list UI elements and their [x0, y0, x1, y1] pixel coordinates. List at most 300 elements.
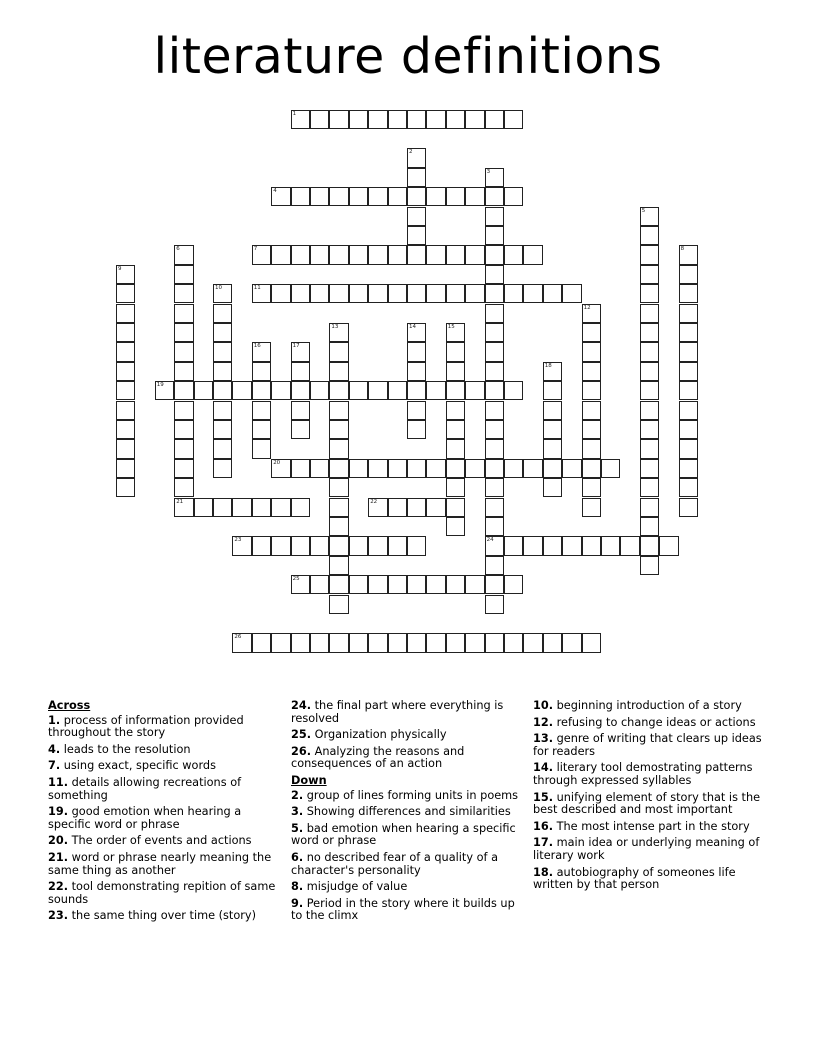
grid-cell[interactable]	[291, 381, 310, 400]
grid-cell[interactable]	[446, 459, 465, 478]
grid-cell[interactable]	[252, 420, 271, 439]
grid-cell[interactable]	[582, 439, 601, 458]
grid-cell[interactable]	[407, 498, 426, 517]
grid-cell[interactable]	[174, 284, 193, 303]
grid-cell[interactable]	[504, 633, 523, 652]
grid-cell[interactable]	[407, 420, 426, 439]
grid-cell[interactable]	[504, 245, 523, 264]
grid-cell[interactable]	[174, 498, 193, 517]
grid-cell[interactable]	[174, 245, 193, 264]
clue-item	[533, 792, 769, 817]
grid-cell[interactable]	[213, 342, 232, 361]
grid-cell[interactable]	[252, 245, 271, 264]
grid-cell[interactable]	[291, 633, 310, 652]
grid-cell[interactable]	[485, 362, 504, 381]
grid-cell[interactable]	[640, 342, 659, 361]
grid-cell[interactable]	[252, 498, 271, 517]
grid-cell[interactable]	[640, 323, 659, 342]
grid-cell[interactable]	[640, 362, 659, 381]
grid-cell[interactable]	[679, 304, 698, 323]
grid-cell[interactable]	[329, 381, 348, 400]
clue-item	[48, 744, 284, 757]
grid-cell[interactable]	[329, 575, 348, 594]
grid-cell[interactable]	[116, 478, 135, 497]
grid-cell[interactable]	[116, 362, 135, 381]
grid-cell[interactable]	[349, 245, 368, 264]
grid-cell[interactable]	[116, 420, 135, 439]
grid-cell[interactable]	[116, 284, 135, 303]
grid-cell[interactable]	[426, 110, 445, 129]
grid-cell[interactable]	[174, 478, 193, 497]
grid-cell[interactable]	[368, 110, 387, 129]
grid-cell[interactable]	[485, 381, 504, 400]
grid-cell[interactable]	[446, 362, 465, 381]
grid-cell[interactable]	[388, 498, 407, 517]
grid-cell[interactable]	[582, 459, 601, 478]
grid-cell[interactable]	[562, 633, 581, 652]
grid-cell[interactable]	[407, 459, 426, 478]
grid-cell[interactable]	[368, 536, 387, 555]
grid-cell[interactable]	[174, 323, 193, 342]
clue-text: bad emotion when hearing a specific word or phrase	[291, 821, 516, 848]
grid-cell[interactable]	[543, 284, 562, 303]
grid-cell[interactable]	[679, 498, 698, 517]
grid-cell[interactable]	[426, 575, 445, 594]
grid-cell[interactable]	[543, 401, 562, 420]
grid-cell[interactable]	[504, 575, 523, 594]
grid-cell[interactable]	[465, 459, 484, 478]
grid-cell[interactable]	[329, 284, 348, 303]
grid-cell[interactable]	[485, 187, 504, 206]
grid-cell[interactable]	[446, 323, 465, 342]
grid-cell[interactable]	[601, 536, 620, 555]
grid-cell[interactable]	[640, 536, 659, 555]
grid-cell[interactable]	[465, 575, 484, 594]
grid-cell[interactable]	[174, 459, 193, 478]
grid-cell[interactable]	[582, 478, 601, 497]
grid-cell[interactable]	[523, 459, 542, 478]
grid-cell[interactable]	[291, 187, 310, 206]
grid-cell[interactable]	[504, 459, 523, 478]
grid-cell[interactable]	[504, 110, 523, 129]
grid-cell[interactable]	[349, 187, 368, 206]
grid-cell[interactable]	[329, 342, 348, 361]
grid-cell[interactable]	[562, 284, 581, 303]
grid-cell[interactable]	[523, 245, 542, 264]
grid-cell[interactable]	[407, 168, 426, 187]
grid-cell[interactable]	[407, 536, 426, 555]
grid-cell[interactable]	[679, 420, 698, 439]
grid-cell[interactable]	[213, 323, 232, 342]
grid-cell[interactable]	[310, 633, 329, 652]
grid-cell[interactable]	[329, 595, 348, 614]
grid-cell[interactable]	[349, 575, 368, 594]
grid-cell[interactable]	[485, 265, 504, 284]
grid-cell[interactable]	[291, 459, 310, 478]
grid-cell[interactable]	[582, 633, 601, 652]
grid-cell[interactable]	[640, 556, 659, 575]
grid-cell[interactable]	[504, 284, 523, 303]
grid-cell[interactable]	[310, 187, 329, 206]
grid-cell[interactable]	[329, 420, 348, 439]
grid-cell[interactable]	[426, 245, 445, 264]
grid-cell[interactable]	[213, 459, 232, 478]
grid-cell[interactable]	[368, 187, 387, 206]
grid-cell[interactable]	[679, 362, 698, 381]
grid-cell[interactable]	[426, 498, 445, 517]
grid-cell[interactable]	[232, 633, 251, 652]
grid-cell[interactable]	[640, 420, 659, 439]
grid-cell[interactable]	[582, 536, 601, 555]
grid-cell[interactable]	[349, 381, 368, 400]
grid-cell[interactable]	[446, 401, 465, 420]
grid-cell[interactable]	[485, 439, 504, 458]
grid-cell[interactable]	[310, 381, 329, 400]
grid-cell[interactable]	[407, 226, 426, 245]
grid-cell[interactable]	[446, 245, 465, 264]
grid-cell[interactable]	[679, 245, 698, 264]
grid-cell[interactable]	[329, 362, 348, 381]
grid-cell[interactable]	[116, 401, 135, 420]
grid-cell[interactable]	[485, 110, 504, 129]
grid-cell[interactable]	[640, 478, 659, 497]
grid-cell[interactable]	[601, 459, 620, 478]
grid-cell[interactable]	[291, 401, 310, 420]
grid-cell[interactable]	[407, 575, 426, 594]
grid-cell[interactable]	[679, 381, 698, 400]
grid-cell[interactable]	[329, 245, 348, 264]
grid-cell[interactable]	[485, 284, 504, 303]
grid-cell[interactable]	[446, 498, 465, 517]
grid-cell[interactable]	[679, 342, 698, 361]
grid-cell[interactable]	[232, 536, 251, 555]
grid-cell[interactable]	[407, 245, 426, 264]
grid-cell[interactable]	[407, 401, 426, 420]
grid-cell[interactable]	[252, 381, 271, 400]
grid-cell[interactable]	[116, 265, 135, 284]
grid-cell[interactable]	[329, 401, 348, 420]
grid-cell[interactable]	[523, 536, 542, 555]
grid-cell[interactable]	[543, 362, 562, 381]
grid-cell[interactable]	[291, 420, 310, 439]
grid-cell[interactable]	[291, 342, 310, 361]
grid-cell[interactable]	[271, 245, 290, 264]
grid-cell[interactable]	[640, 517, 659, 536]
grid-cell[interactable]	[640, 207, 659, 226]
grid-cell[interactable]	[446, 420, 465, 439]
grid-cell[interactable]	[291, 575, 310, 594]
grid-cell[interactable]	[407, 207, 426, 226]
grid-cell[interactable]	[329, 478, 348, 497]
grid-cell[interactable]	[252, 633, 271, 652]
grid-cell[interactable]	[465, 187, 484, 206]
grid-cell[interactable]	[679, 265, 698, 284]
grid-cell[interactable]	[582, 381, 601, 400]
grid-cell[interactable]	[116, 439, 135, 458]
grid-cell[interactable]	[543, 420, 562, 439]
grid-cell[interactable]	[485, 420, 504, 439]
grid-cell[interactable]	[407, 323, 426, 342]
grid-cell[interactable]	[388, 381, 407, 400]
grid-cell[interactable]	[388, 284, 407, 303]
grid-cell[interactable]	[174, 420, 193, 439]
grid-cell[interactable]	[329, 517, 348, 536]
grid-cell[interactable]	[252, 536, 271, 555]
grid-cell[interactable]	[329, 536, 348, 555]
grid-cell[interactable]	[213, 362, 232, 381]
grid-cell[interactable]	[194, 381, 213, 400]
grid-cell[interactable]	[407, 342, 426, 361]
grid-cell[interactable]	[426, 381, 445, 400]
grid-cell[interactable]	[368, 381, 387, 400]
grid-cell[interactable]	[523, 284, 542, 303]
grid-cell[interactable]	[485, 459, 504, 478]
grid-cell[interactable]	[213, 439, 232, 458]
grid-cell[interactable]	[252, 401, 271, 420]
grid-cell[interactable]	[252, 362, 271, 381]
grid-cell[interactable]	[271, 284, 290, 303]
grid-cell[interactable]	[679, 459, 698, 478]
grid-cell[interactable]	[213, 381, 232, 400]
grid-cell[interactable]	[465, 381, 484, 400]
grid-cell[interactable]	[562, 536, 581, 555]
grid-cell[interactable]	[543, 633, 562, 652]
grid-cell[interactable]	[620, 536, 639, 555]
grid-cell[interactable]	[368, 575, 387, 594]
grid-cell[interactable]	[174, 342, 193, 361]
grid-cell[interactable]	[582, 323, 601, 342]
grid-cell[interactable]	[485, 556, 504, 575]
grid-cell[interactable]	[252, 342, 271, 361]
grid-cell[interactable]	[485, 575, 504, 594]
grid-cell[interactable]	[407, 381, 426, 400]
clue-text: unifying element of story that is the best described and most important	[533, 790, 761, 817]
grid-cell[interactable]	[582, 420, 601, 439]
grid-cell[interactable]	[271, 381, 290, 400]
grid-cell[interactable]	[388, 459, 407, 478]
grid-cell[interactable]	[194, 498, 213, 517]
grid-cell[interactable]	[271, 633, 290, 652]
grid-cell[interactable]	[679, 478, 698, 497]
grid-cell[interactable]	[407, 633, 426, 652]
grid-cell[interactable]	[291, 536, 310, 555]
grid-cell[interactable]	[485, 478, 504, 497]
grid-cell[interactable]	[116, 323, 135, 342]
grid-cell[interactable]	[329, 110, 348, 129]
grid-cell[interactable]	[485, 517, 504, 536]
grid-cell[interactable]	[407, 110, 426, 129]
grid-cell[interactable]	[640, 265, 659, 284]
grid-cell[interactable]	[485, 633, 504, 652]
grid-cell[interactable]	[446, 187, 465, 206]
grid-cell[interactable]	[310, 284, 329, 303]
grid-cell[interactable]	[174, 304, 193, 323]
grid-cell[interactable]	[329, 439, 348, 458]
grid-cell[interactable]	[446, 342, 465, 361]
grid-cell[interactable]	[291, 284, 310, 303]
grid-cell[interactable]	[523, 633, 542, 652]
grid-cell[interactable]	[446, 110, 465, 129]
grid-cell[interactable]	[426, 187, 445, 206]
grid-cell[interactable]	[640, 284, 659, 303]
grid-cell[interactable]	[407, 284, 426, 303]
grid-cell[interactable]	[349, 536, 368, 555]
grid-cell[interactable]	[485, 342, 504, 361]
grid-cell[interactable]	[174, 439, 193, 458]
grid-cell[interactable]	[388, 575, 407, 594]
grid-cell[interactable]	[116, 381, 135, 400]
grid-cell[interactable]	[174, 362, 193, 381]
grid-cell[interactable]	[213, 401, 232, 420]
grid-cell[interactable]	[446, 439, 465, 458]
grid-cell[interactable]	[329, 498, 348, 517]
grid-cell[interactable]	[640, 401, 659, 420]
grid-cell[interactable]	[310, 536, 329, 555]
grid-cell[interactable]	[368, 284, 387, 303]
grid-cell[interactable]	[543, 439, 562, 458]
grid-cell[interactable]	[291, 110, 310, 129]
clue-num: 24.	[291, 699, 312, 712]
grid-cell[interactable]	[271, 536, 290, 555]
grid-cell[interactable]	[291, 245, 310, 264]
grid-cell[interactable]	[640, 226, 659, 245]
grid-cell[interactable]	[329, 556, 348, 575]
grid-cell[interactable]	[465, 284, 484, 303]
grid-cell[interactable]	[271, 187, 290, 206]
grid-cell[interactable]	[329, 633, 348, 652]
grid-cell[interactable]	[582, 498, 601, 517]
grid-cell[interactable]	[252, 284, 271, 303]
grid-cell[interactable]	[485, 226, 504, 245]
grid-cell[interactable]	[388, 245, 407, 264]
grid-cell[interactable]	[679, 323, 698, 342]
grid-cell[interactable]	[310, 459, 329, 478]
grid-cell[interactable]	[485, 304, 504, 323]
grid-cell[interactable]	[407, 362, 426, 381]
grid-cell[interactable]	[582, 342, 601, 361]
grid-cell[interactable]	[485, 536, 504, 555]
grid-cell[interactable]	[659, 536, 678, 555]
grid-cell[interactable]	[252, 439, 271, 458]
grid-cell[interactable]	[543, 459, 562, 478]
grid-cell[interactable]	[116, 459, 135, 478]
grid-cell[interactable]	[329, 323, 348, 342]
grid-cell[interactable]	[485, 207, 504, 226]
clue-number: 14	[409, 323, 416, 330]
grid-cell[interactable]	[543, 536, 562, 555]
grid-cell[interactable]	[426, 284, 445, 303]
grid-cell[interactable]	[504, 536, 523, 555]
grid-cell[interactable]	[446, 284, 465, 303]
grid-cell[interactable]	[368, 459, 387, 478]
grid-cell[interactable]	[582, 304, 601, 323]
grid-cell[interactable]	[349, 459, 368, 478]
grid-cell[interactable]	[446, 478, 465, 497]
clue-number: 20	[273, 459, 281, 466]
grid-cell[interactable]	[407, 148, 426, 167]
grid-cell[interactable]	[504, 187, 523, 206]
grid-cell[interactable]	[291, 362, 310, 381]
grid-cell[interactable]	[213, 284, 232, 303]
grid-cell[interactable]	[446, 517, 465, 536]
grid-cell[interactable]	[116, 304, 135, 323]
grid-cell[interactable]	[232, 498, 251, 517]
grid-cell[interactable]	[446, 633, 465, 652]
grid-cell[interactable]	[562, 459, 581, 478]
grid-cell[interactable]	[679, 284, 698, 303]
grid-cell[interactable]	[388, 110, 407, 129]
grid-cell[interactable]	[465, 110, 484, 129]
grid-cell[interactable]	[174, 401, 193, 420]
grid-cell[interactable]	[271, 498, 290, 517]
grid-cell[interactable]	[640, 459, 659, 478]
grid-cell[interactable]	[446, 575, 465, 594]
grid-cell[interactable]	[426, 633, 445, 652]
grid-cell[interactable]	[388, 536, 407, 555]
grid-cell[interactable]	[213, 420, 232, 439]
grid-cell[interactable]	[368, 498, 387, 517]
grid-cell[interactable]	[582, 362, 601, 381]
grid-cell[interactable]	[640, 498, 659, 517]
grid-cell[interactable]	[271, 459, 290, 478]
grid-cell[interactable]	[679, 401, 698, 420]
grid-cell[interactable]	[543, 478, 562, 497]
grid-cell[interactable]	[310, 575, 329, 594]
grid-cell[interactable]	[213, 498, 232, 517]
grid-cell[interactable]	[485, 498, 504, 517]
grid-cell[interactable]	[504, 381, 523, 400]
grid-cell[interactable]	[465, 633, 484, 652]
grid-cell[interactable]	[155, 381, 174, 400]
grid-cell[interactable]	[485, 168, 504, 187]
grid-cell[interactable]	[291, 498, 310, 517]
grid-cell[interactable]	[388, 633, 407, 652]
grid-cell[interactable]	[329, 187, 348, 206]
grid-cell[interactable]	[232, 381, 251, 400]
grid-cell[interactable]	[407, 187, 426, 206]
grid-cell[interactable]	[485, 401, 504, 420]
grid-cell[interactable]	[485, 245, 504, 264]
grid-cell[interactable]	[174, 265, 193, 284]
grid-cell[interactable]	[349, 284, 368, 303]
grid-cell[interactable]	[426, 459, 445, 478]
grid-cell[interactable]	[640, 304, 659, 323]
grid-cell[interactable]	[213, 304, 232, 323]
grid-cell[interactable]	[310, 110, 329, 129]
grid-cell[interactable]	[116, 342, 135, 361]
grid-cell[interactable]	[465, 245, 484, 264]
grid-cell[interactable]	[368, 245, 387, 264]
clue-num: 3.	[291, 805, 304, 819]
grid-cell[interactable]	[329, 459, 348, 478]
grid-cell[interactable]	[349, 633, 368, 652]
grid-cell[interactable]	[640, 245, 659, 264]
grid-cell[interactable]	[388, 187, 407, 206]
grid-cell[interactable]	[446, 381, 465, 400]
grid-cell[interactable]	[349, 110, 368, 129]
grid-cell[interactable]	[582, 401, 601, 420]
grid-cell[interactable]	[640, 439, 659, 458]
grid-cell[interactable]	[485, 323, 504, 342]
grid-cell[interactable]	[368, 633, 387, 652]
grid-cell[interactable]	[543, 381, 562, 400]
grid-cell[interactable]	[485, 595, 504, 614]
clue-item	[533, 762, 769, 787]
grid-cell[interactable]	[679, 439, 698, 458]
grid-cell[interactable]	[174, 381, 193, 400]
grid-cell[interactable]	[310, 245, 329, 264]
grid-cell[interactable]	[640, 381, 659, 400]
